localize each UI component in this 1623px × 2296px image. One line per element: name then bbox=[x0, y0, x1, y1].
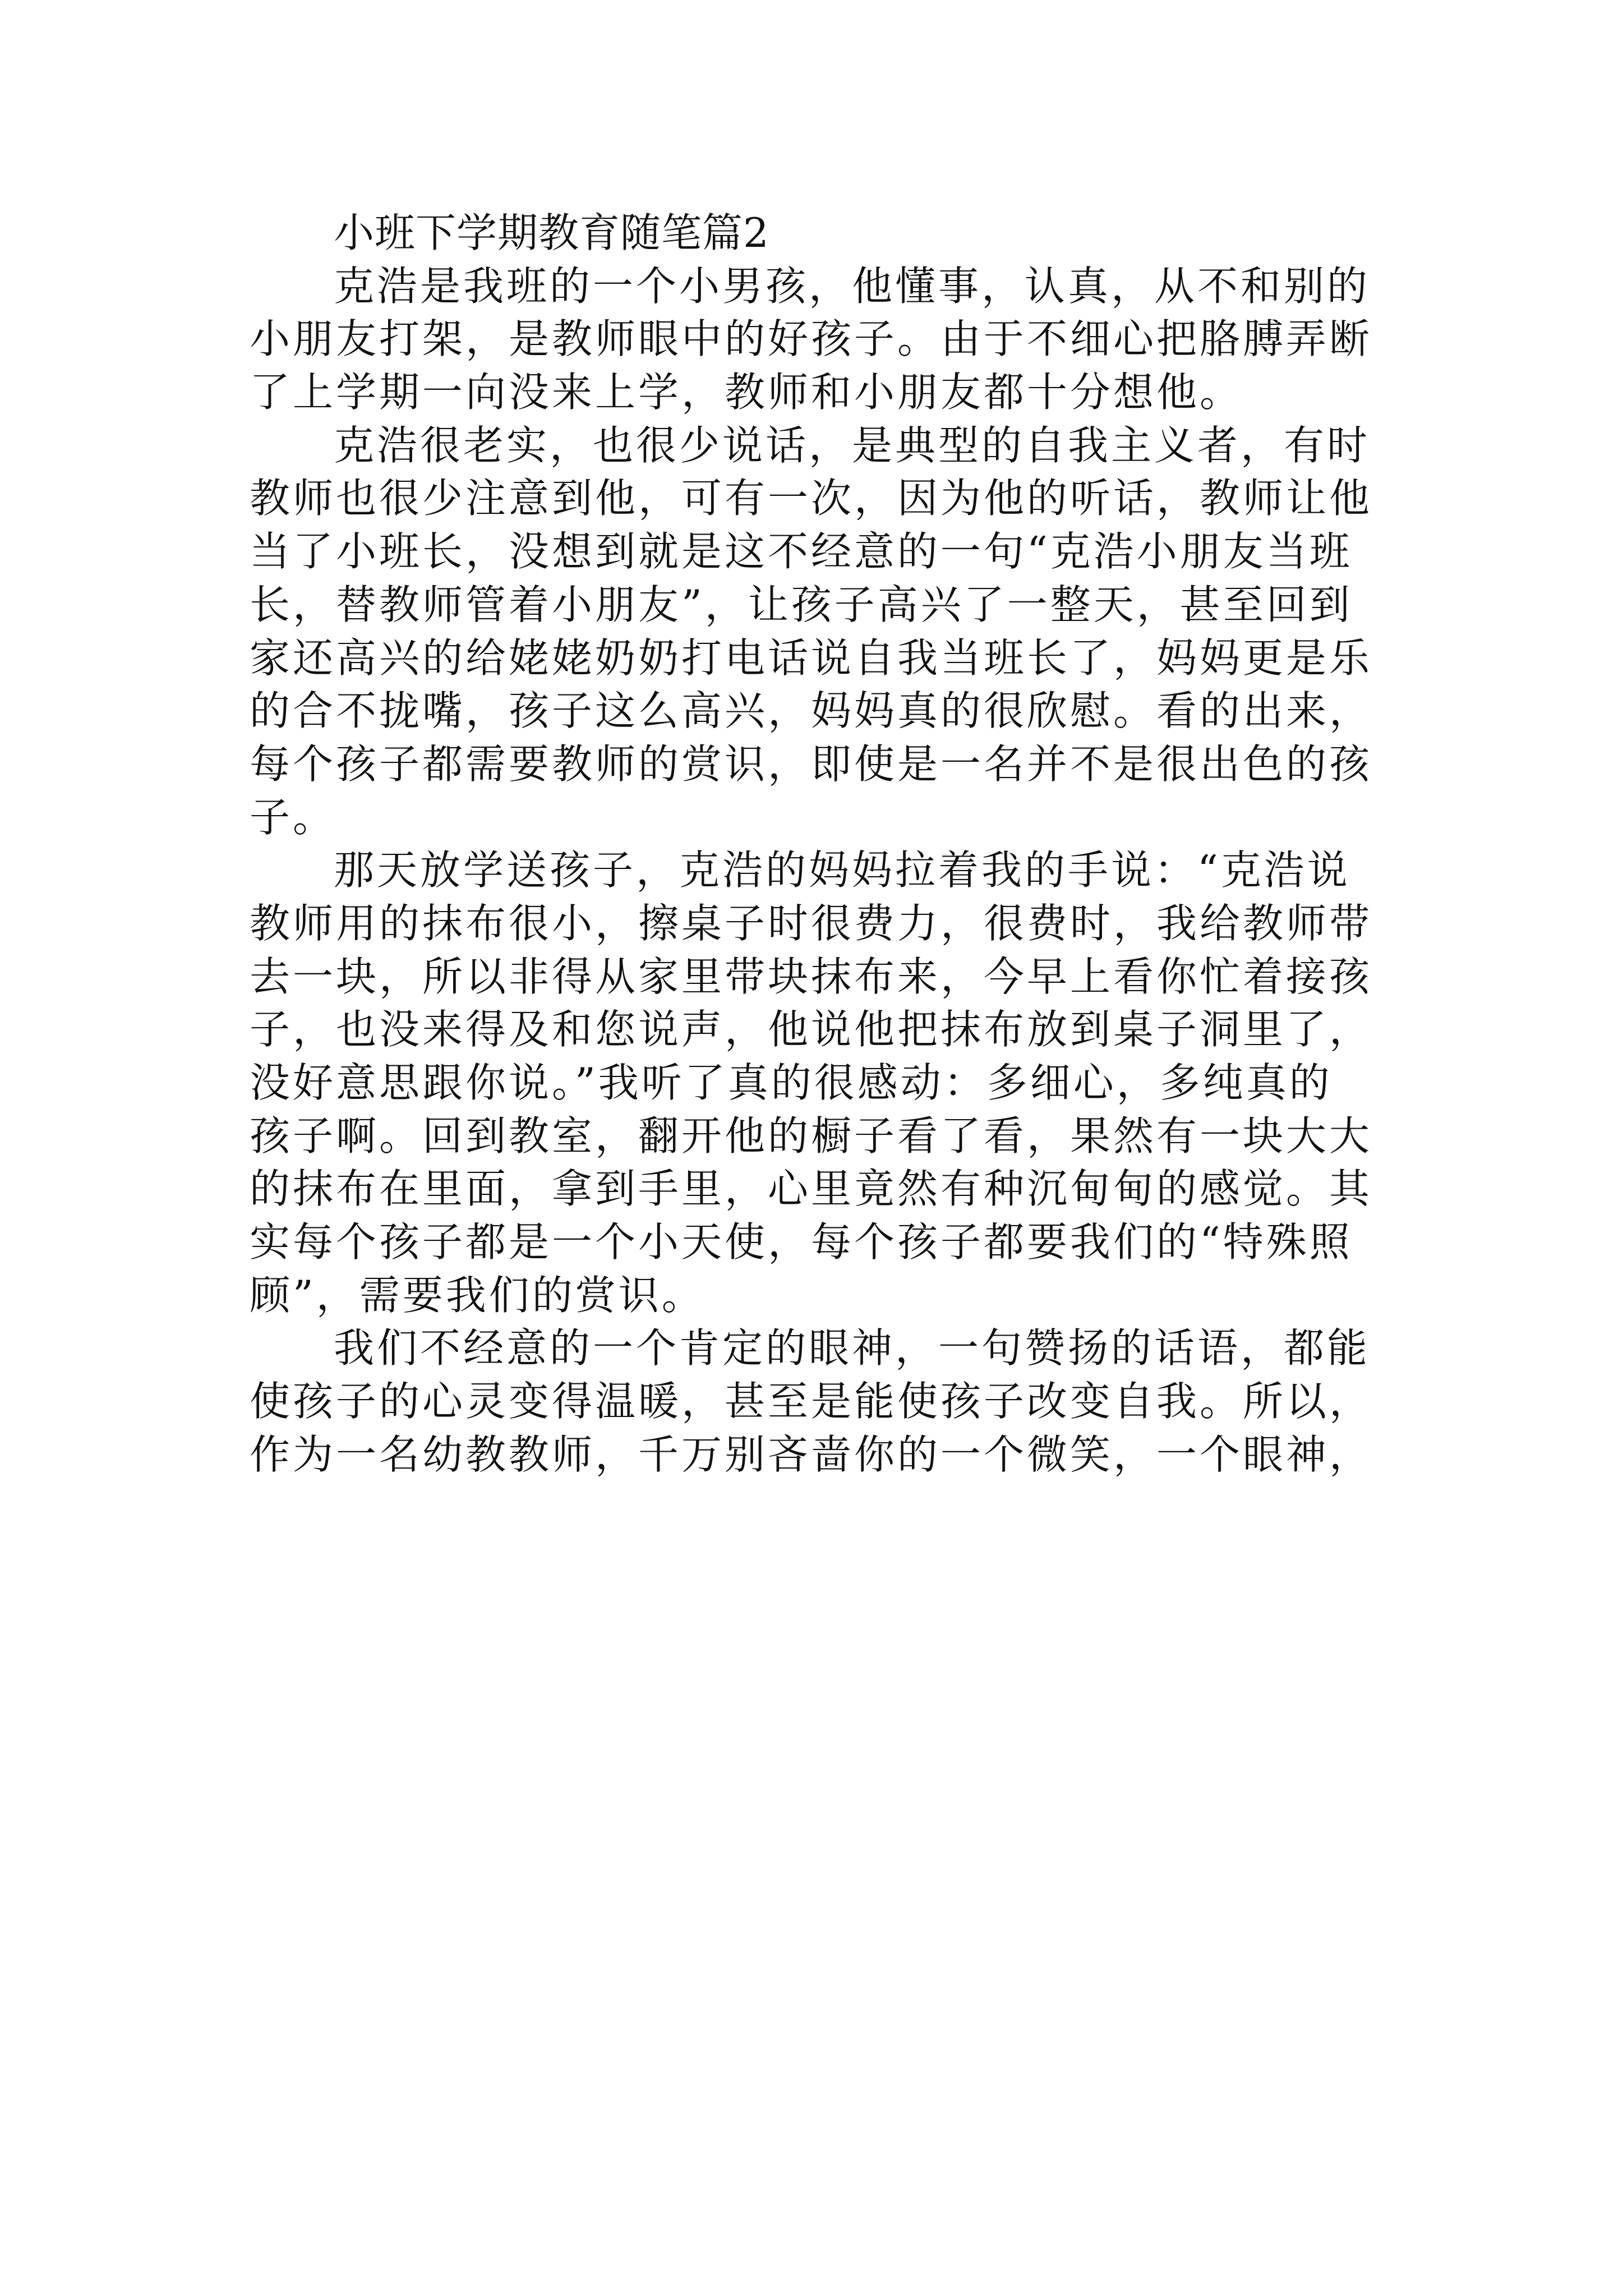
paragraph-line: 实每个孩子都是一个小天使，每个孩子都要我们的“特殊照 bbox=[250, 1218, 1353, 1266]
document-title: 小班下学期教育随笔篇2 bbox=[334, 209, 769, 256]
paragraph-2 bbox=[250, 419, 1394, 844]
paragraph-line: 孩子啊。回到教室，翻开他的橱子看了看，果然有一块大大 bbox=[250, 1112, 1373, 1159]
paragraph-line: 每个孩子都需要教师的赏识，即使是一名并不是很出色的孩 bbox=[250, 740, 1373, 788]
paragraph-line: 那天放学送孩子，克浩的妈妈拉着我的手说：“克浩说 bbox=[334, 846, 1350, 894]
paragraph-line: 的抹布在里面，拿到手里，心里竟然有种沉甸甸的感觉。其 bbox=[250, 1165, 1373, 1213]
paragraph-line: 当了小班长，没想到就是这不经意的一句“克浩小朋友当班 bbox=[250, 528, 1353, 576]
paragraph-1 bbox=[250, 260, 1394, 419]
paragraph-4 bbox=[250, 1322, 1394, 1481]
paragraph-line: 克浩是我班的一个小男孩，他懂事，认真，从不和别的 bbox=[334, 262, 1371, 310]
paragraph-line: 小朋友打架，是教师眼中的好孩子。由于不细心把胳膊弄断 bbox=[250, 315, 1373, 363]
paragraph-line: 子，也没来得及和您说声，他说他把抹布放到桌子洞里了， bbox=[250, 1006, 1373, 1053]
paragraph-3 bbox=[250, 844, 1394, 1322]
paragraph-line: 子。 bbox=[250, 793, 336, 841]
document-body bbox=[250, 206, 1394, 1481]
paragraph-line: 的合不拢嘴，孩子这么高兴，妈妈真的很欣慰。看的出来， bbox=[250, 687, 1373, 735]
paragraph-line: 了上学期一向没来上学，教师和小朋友都十分想他。 bbox=[250, 369, 1243, 416]
paragraph-line: 使孩子的心灵变得温暖，甚至是能使孩子改变自我。所以， bbox=[250, 1378, 1373, 1425]
paragraph-line: 顾”，需要我们的赏识。 bbox=[250, 1271, 705, 1319]
paragraph-line: 长，替教师管着小朋友”，让孩子高兴了一整天，甚至回到 bbox=[250, 581, 1353, 628]
paragraph-line: 去一块，所以非得从家里带块抹布来，今早上看你忙着接孩 bbox=[250, 953, 1373, 1000]
paragraph-line: 我们不经意的一个肯定的眼神，一句赞扬的话语，都能 bbox=[334, 1324, 1371, 1372]
paragraph-line: 作为一名幼教教师，千万别吝啬你的一个微笑，一个眼神， bbox=[250, 1430, 1373, 1478]
paragraph-line: 家还高兴的给姥姥奶奶打电话说自我当班长了，妈妈更是乐 bbox=[250, 634, 1373, 682]
paragraph-line: 没好意思跟你说。”我听了真的很感动：多细心，多纯真的 bbox=[250, 1059, 1332, 1106]
paragraph-line: 教师用的抹布很小，擦桌子时很费力，很费时，我给教师带 bbox=[250, 899, 1373, 947]
paragraph-line: 克浩很老实，也很少说话，是典型的自我主义者，有时 bbox=[334, 421, 1371, 469]
paragraph-line: 教师也很少注意到他，可有一次，因为他的听话，教师让他 bbox=[250, 475, 1373, 522]
